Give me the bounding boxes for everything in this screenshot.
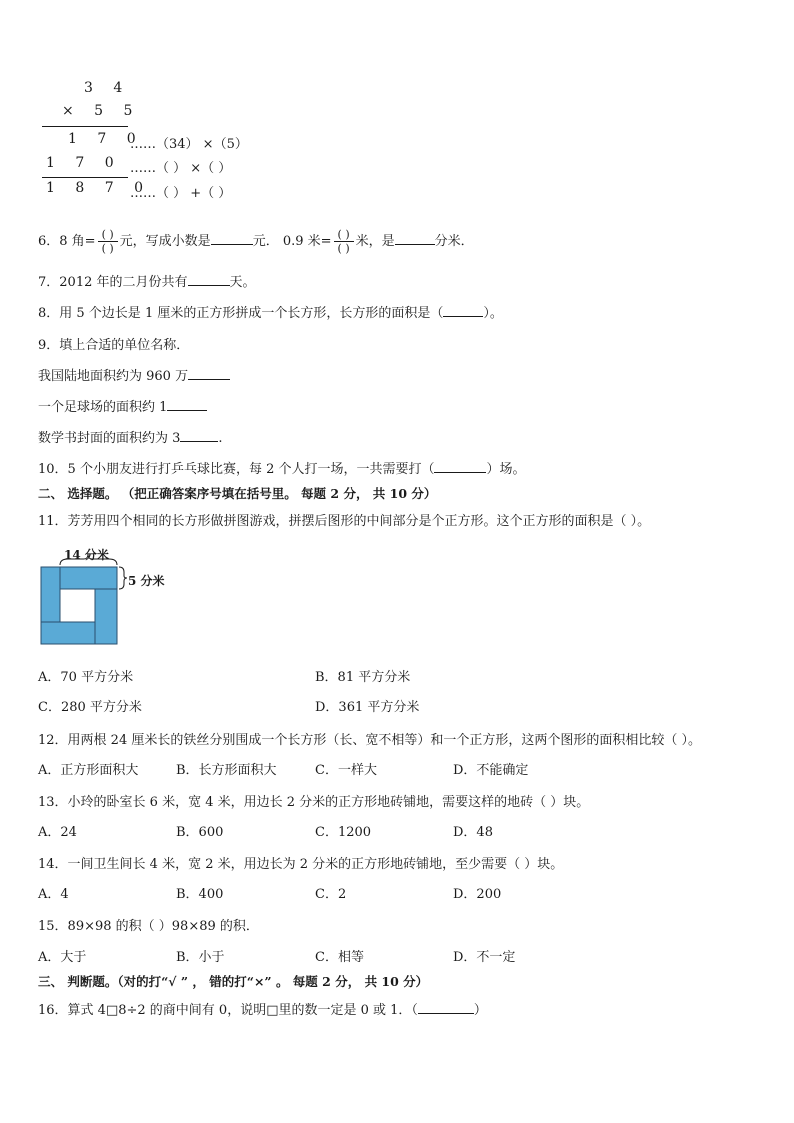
q9-l2-blank[interactable] [167,398,207,411]
figure-rect-bottom [41,622,95,644]
q9-l3-end: . [218,431,223,446]
q15-option-b[interactable]: B．小于 [176,950,225,965]
q9-l1-text: 我国陆地面积约为 960 万 [38,369,189,384]
question-9-line-3 [38,427,223,446]
q7-blank[interactable] [188,273,230,286]
q13-option-a[interactable]: A．24 [38,825,77,840]
product-note: ……（ ） +（ ） [130,186,232,201]
q15-option-d[interactable]: D．不一定 [453,950,516,965]
side-brace [119,567,127,589]
q6-blank-1[interactable] [211,232,253,245]
q11-option-a[interactable]: A．70 平方分米 [38,670,134,685]
multiplier: × 5 5 [62,103,141,119]
q6-text-a: 6．8 角= [38,234,96,249]
q15-option-c[interactable]: C．相等 [315,950,364,965]
question-6 [38,228,474,255]
q9-l3-blank[interactable] [180,429,218,442]
q7-text-b: 天。 [229,275,256,290]
question-8 [38,302,503,321]
q14-option-c[interactable]: C．2 [315,887,347,902]
multiplicand: 3 4 [84,80,131,96]
q16-blank[interactable] [418,1001,474,1014]
q11-figure [38,545,168,647]
q12-option-c[interactable]: C．一样大 [315,763,377,778]
fraction-2-num: ( ) [334,228,354,242]
question-16 [38,999,487,1018]
q10-text-a: 10．5 个小朋友进行打乒乓球比赛，每 2 个人打一场，一共需要打（ [38,462,435,477]
q11-option-d[interactable]: D．361 平方分米 [315,700,420,715]
q8-text-a: 8．用 5 个边长是 1 厘米的正方形拼成一个长方形，长方形的面积是（ [38,306,444,321]
figure-label-side: 5 分米 [128,574,165,588]
q12-option-d[interactable]: D．不能确定 [453,763,529,778]
figure-label-top: 14 分米 [64,548,109,562]
q12-option-a[interactable]: A．正方形面积大 [38,763,139,778]
question-7 [38,271,256,290]
calc-rule-2 [42,177,128,178]
q16-text-a: 16．算式 4□8÷2 的商中间有 0，说明□里的数一定是 0 或 1．（ [38,1003,418,1018]
question-13: 13．小玲的卧室长 6 米，宽 4 米，用边长 2 分米的正方形地砖铺地，需要这样的地砖（ ）块。 [38,795,590,810]
fraction-1-den: ( ) [101,242,114,255]
q11-option-b[interactable]: B．81 平方分米 [315,670,411,685]
q9-l2-text: 一个足球场的面积约 1 [38,400,168,415]
q9-l1-blank[interactable] [188,367,230,380]
q13-option-d[interactable]: D．48 [453,825,493,840]
q13-option-b[interactable]: B．600 [176,825,224,840]
question-9-line-1 [38,365,230,384]
question-10 [38,458,526,477]
fraction-2 [334,228,354,255]
section-3-heading: 三、 判断题。（对的打“√ ” ， 错的打“×” 。 每题 2 分， 共 10 分） [38,974,429,989]
q8-blank[interactable] [443,304,483,317]
q14-option-a[interactable]: A．4 [38,887,69,902]
q15-option-a[interactable]: A．大于 [38,950,87,965]
calc-rule-1 [42,126,128,127]
figure-rect-right [95,589,117,644]
fraction-1 [98,228,118,255]
question-9-title: 9．填上合适的单位名称． [38,338,190,353]
figure-rect-left [41,567,60,622]
partial-note-2: ……（ ） ×（ ） [130,161,232,176]
question-14: 14．一间卫生间长 4 米，宽 2 米，用边长为 2 分米的正方形地砖铺地，至少需要（ ）块。 [38,857,564,872]
q11-option-c[interactable]: C．280 平方分米 [38,700,142,715]
section-2-heading: 二、 选择题。 （把正确答案序号填在括号里。 每题 2 分， 共 10 分） [38,486,437,501]
fraction-2-den: ( ) [337,242,350,255]
question-9-line-2 [38,396,207,415]
figure-center-square [60,589,95,622]
q6-text-e: 分米． [434,234,474,249]
q6-blank-2[interactable] [395,232,435,245]
q16-text-b: ） [473,1003,487,1018]
product: 1 8 7 0 [46,180,151,196]
fraction-1-num: ( ) [98,228,118,242]
q9-l3-text: 数学书封面的面积约为 3 [38,431,181,446]
q6-text-b: 元，写成小数是 [119,234,211,249]
question-12: 12．用两根 24 厘米长的铁丝分别围成一个长方形（长、宽不相等）和一个正方形，这两个图形的面积相比较（ ）。 [38,733,701,748]
q12-option-b[interactable]: B．长方形面积大 [176,763,277,778]
q13-option-c[interactable]: C．1200 [315,825,372,840]
q10-blank[interactable] [434,460,486,473]
q14-option-d[interactable]: D．200 [453,887,502,902]
partial-product-2: 1 7 0 [46,155,122,171]
q10-text-b: ）场。 [486,462,526,477]
partial-note-1: ……（34） ×（5） [130,137,248,152]
figure-rect-top [60,567,117,589]
question-11: 11．芳芳用四个相同的长方形做拼图游戏，拼摆后图形的中间部分是个正方形。这个正方形的面积是（ ）。 [38,514,651,529]
q6-text-c: 元． 0.9 米= [252,234,332,249]
partial-product-1: 1 7 0 [68,131,144,147]
q8-text-b: ）。 [483,306,503,321]
q7-text-a: 7．2012 年的二月份共有 [38,275,188,290]
q14-option-b[interactable]: B．400 [176,887,224,902]
question-15: 15．89×98 的积（ ）98×89 的积． [38,919,259,934]
q6-text-d: 米，是 [355,234,395,249]
